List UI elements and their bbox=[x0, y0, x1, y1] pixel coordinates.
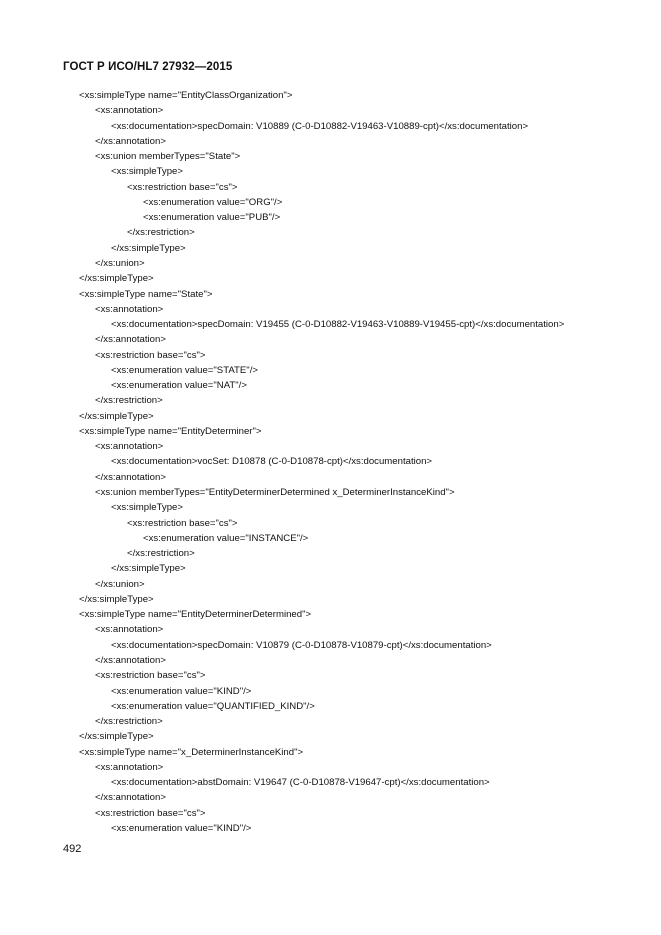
code-line: <xs:restriction base="cs"> bbox=[95, 349, 206, 361]
code-line: <xs:union memberTypes="State"> bbox=[95, 151, 241, 163]
code-line: </xs:union> bbox=[95, 257, 145, 269]
code-line: <xs:documentation>specDomain: V10889 (C-0-D10882-V19463-V10889-cpt)</xs:documentation> bbox=[111, 120, 529, 132]
code-line: <xs:annotation> bbox=[95, 303, 164, 315]
code-line: <xs:restriction base="cs"> bbox=[95, 807, 206, 819]
document-header: ГОСТ Р ИСО/HL7 27932—2015 bbox=[63, 61, 233, 73]
code-line: <xs:documentation>specDomain: V10879 (C-0-D10878-V10879-cpt)</xs:documentation> bbox=[111, 639, 492, 651]
code-line: <xs:simpleType> bbox=[111, 502, 183, 514]
code-line: </xs:simpleType> bbox=[79, 273, 154, 285]
code-line: </xs:annotation> bbox=[95, 135, 166, 147]
code-line: <xs:enumeration value="INSTANCE"/> bbox=[143, 532, 309, 544]
code-line: <xs:simpleType name="State"> bbox=[79, 288, 213, 300]
code-line: <xs:documentation>vocSet: D10878 (C-0-D10878-cpt)</xs:documentation> bbox=[111, 456, 433, 468]
code-line: </xs:simpleType> bbox=[79, 410, 154, 422]
code-line: <xs:simpleType name="EntityDeterminer"> bbox=[79, 425, 262, 437]
code-line: <xs:simpleType name="EntityDeterminerDetermined"> bbox=[79, 609, 312, 621]
code-line: </xs:annotation> bbox=[95, 334, 166, 346]
code-line: <xs:annotation> bbox=[95, 441, 164, 453]
code-line: <xs:documentation>abstDomain: V19647 (C-0-D10878-V19647-cpt)</xs:documentation> bbox=[111, 777, 490, 789]
code-line: <xs:enumeration value="QUANTIFIED_KIND"/> bbox=[111, 700, 315, 712]
code-line: <xs:enumeration value="PUB"/> bbox=[143, 212, 281, 224]
code-line: <xs:simpleType> bbox=[111, 166, 183, 178]
code-line: </xs:annotation> bbox=[95, 654, 166, 666]
code-line: <xs:annotation> bbox=[95, 624, 164, 636]
code-line: </xs:simpleType> bbox=[111, 563, 186, 575]
code-line: </xs:union> bbox=[95, 578, 145, 590]
code-line: </xs:simpleType> bbox=[79, 731, 154, 743]
code-line: </xs:restriction> bbox=[127, 548, 195, 560]
page-number: 492 bbox=[63, 843, 82, 855]
code-line: <xs:simpleType name="x_DeterminerInstanceKind"> bbox=[79, 746, 304, 758]
code-line: <xs:enumeration value="ORG"/> bbox=[143, 196, 283, 208]
code-line: <xs:restriction base="cs"> bbox=[95, 670, 206, 682]
code-line: <xs:union memberTypes="EntityDeterminerDetermined x_DeterminerInstanceKind"> bbox=[95, 487, 455, 499]
code-line: </xs:annotation> bbox=[95, 792, 166, 804]
code-line: </xs:restriction> bbox=[127, 227, 195, 239]
code-line: <xs:enumeration value="STATE"/> bbox=[111, 364, 258, 376]
code-line: <xs:restriction base="cs"> bbox=[127, 517, 238, 529]
code-line: <xs:enumeration value="KIND"/> bbox=[111, 685, 252, 697]
code-line: <xs:enumeration value="KIND"/> bbox=[111, 822, 252, 834]
code-line: <xs:simpleType name="EntityClassOrganization"> bbox=[79, 90, 293, 101]
code-line: </xs:restriction> bbox=[95, 395, 163, 407]
code-line: <xs:annotation> bbox=[95, 105, 164, 117]
code-line: <xs:restriction base="cs"> bbox=[127, 181, 238, 193]
code-line: <xs:documentation>specDomain: V19455 (C-0-D10882-V19463-V10889-V19455-cpt)</xs:documentation> bbox=[111, 319, 565, 331]
code-line: </xs:restriction> bbox=[95, 716, 163, 728]
code-line: </xs:simpleType> bbox=[79, 593, 154, 605]
code-line: <xs:annotation> bbox=[95, 761, 164, 773]
code-line: </xs:annotation> bbox=[95, 471, 166, 483]
code-line: <xs:enumeration value="NAT"/> bbox=[111, 380, 247, 392]
code-line: </xs:simpleType> bbox=[111, 242, 186, 254]
